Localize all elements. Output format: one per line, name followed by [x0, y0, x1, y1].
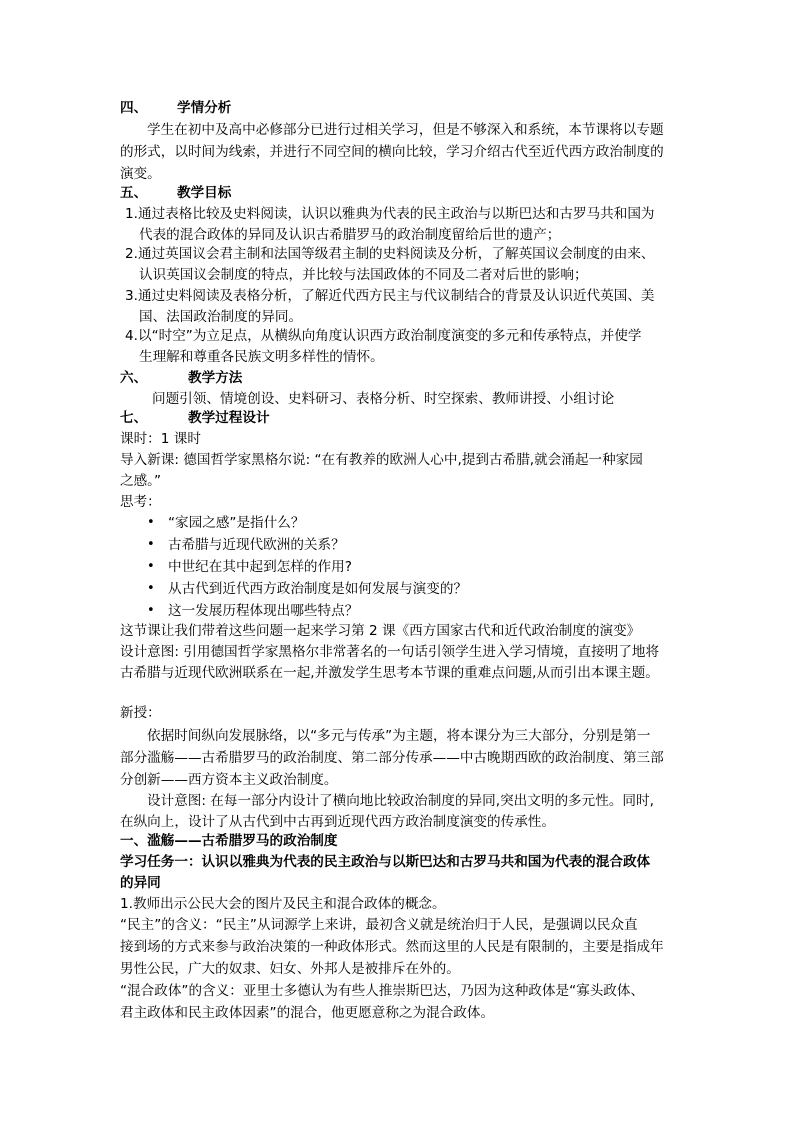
definition-line: 男性公民，广大的奴隶、妇女、外邦人是被排斥在外的。 [120, 961, 460, 977]
question-item: 从古代到近代西方政治制度是如何发展与演变的？ [168, 581, 468, 597]
bullet-icon: • [147, 559, 155, 574]
section-6-heading [120, 367, 242, 389]
design-intent-line: 设计意图: 在每一部分内设计了横向地比较政治制度的异同,突出文明的多元性。同时, [147, 793, 654, 809]
question-item: 中世纪在其中起到怎样的作用? [168, 559, 352, 575]
part-heading: 一、滥觞——古希腊罗马的政治制度 [120, 833, 338, 849]
goal-item: 4.以“时空”为立足点，从横纵向角度认识西方政治制度演变的多元和传承特点，并使学 [125, 328, 642, 344]
section-title: 教学目标 [177, 185, 232, 201]
section-title: 学情分析 [177, 100, 232, 116]
goal-item: 1.通过表格比较及史料阅读，认识以雅典为代表的民主政治与以斯巴达和古罗马共和国为 [125, 206, 655, 222]
section-title: 教学过程设计 [188, 410, 270, 426]
bullet-icon: • [147, 603, 155, 618]
step-line: 1.教师出示公民大会的图片及民主和混合政体的概念。 [120, 896, 446, 912]
section-7-heading [120, 407, 270, 429]
section-4-heading [120, 97, 231, 119]
goal-item: 2.通过英国议会君主制和法国等级君主制的史料阅读及分析，了解英国议会制度的由来、 [125, 246, 655, 262]
bullet-icon: • [147, 581, 155, 596]
method-list: 问题引领、情境创设、史料研习、表格分析、时空探索、教师讲授、小组讨论 [152, 391, 615, 407]
lead-line: 这节课让我们带着这些问题一起来学习第 2 课《西方国家古代和近代政治制度的演变》 [120, 623, 641, 639]
goal-item: 3.通过史料阅读及表格分析，了解近代西方民主与代议制结合的背景及认识近代英国、美 [125, 288, 655, 304]
bullet-icon: • [147, 515, 155, 530]
section-5-heading [120, 182, 231, 204]
bullet-icon: • [147, 537, 155, 552]
design-intent-line: 设计意图: 引用德国哲学家黑格尔非常著名的一句话引领学生进入学习情境，直接明了地将 [120, 644, 660, 660]
design-intent-line: 古希腊与近现代欧洲联系在一起,并激发学生思考本节课的重难点问题,从而引出本课主题。 [120, 665, 659, 681]
goal-item-cont: 认识英国议会制度的特点，并比较与法国政体的不同及二者对后世的影响； [139, 267, 588, 283]
section-number: 六、 [120, 370, 148, 386]
section-number: 五、 [120, 185, 148, 201]
definition-line: “混合政体”的含义：亚里士多德认为有些人推崇斯巴达，乃因为这种政体是“寡头政体、 [120, 983, 645, 999]
intro-line: 之感。” [120, 473, 162, 489]
section-number: 四、 [120, 100, 148, 116]
intro-line: 导入新课: 德国哲学家黑格尔说: “在有教养的欧洲人心中,提到古希腊,就会涌起一种家园 [120, 452, 643, 468]
paragraph-line: 分创新——西方资本主义政治制度。 [120, 772, 338, 788]
think-label: 思考： [120, 494, 161, 510]
class-hours: 课时：1 课时 [120, 431, 201, 447]
section-title: 教学方法 [188, 370, 243, 386]
paragraph-line: 部分滥觞——古希腊罗马的政治制度、第二部分传承——中古晚期西欧的政治制度、第三部 [120, 750, 664, 766]
task-heading-cont: 的异同 [120, 875, 161, 891]
goal-item-cont: 代表的混合政体的异同及认识古希腊罗马的政治制度留给后世的遗产； [139, 227, 561, 243]
definition-line: “民主”的含义：“民主”从词源学上来讲，最初含义就是统治归于人民，是强调以民众直 [120, 917, 638, 933]
design-intent-line: 在纵向上，设计了从古代到中古再到近现代西方政治制度演变的传承性。 [120, 814, 555, 830]
paragraph-line: 学生在初中及高中必修部分已进行过相关学习，但是不够深入和系统，本节课将以专题 [147, 122, 664, 138]
question-item: 古希腊与近现代欧洲的关系？ [168, 537, 345, 553]
new-lesson-label: 新授： [120, 705, 161, 721]
paragraph-line: 的形式，以时间为线索，并进行不同空间的横向比较，学习介绍古代至近代西方政治制度的 [120, 144, 664, 160]
definition-line: 接到场的方式来参与政治决策的一种政体形式。然而这里的人民是有限制的，主要是指成年 [120, 939, 664, 955]
definition-line: 君主政体和民主政体因素”的混合，他更愿意称之为混合政体。 [120, 1005, 495, 1021]
goal-item-cont: 生理解和尊重各民族文明多样性的情怀。 [139, 349, 384, 365]
question-item: 这一发展历程体现出哪些特点？ [168, 603, 359, 619]
question-item: “家园之感”是指什么？ [168, 515, 305, 531]
task-heading: 学习任务一：认识以雅典为代表的民主政治与以斯巴达和古罗马共和国为代表的混合政体 [120, 854, 651, 870]
goal-item-cont: 国、法国政治制度的异同。 [139, 309, 303, 325]
paragraph-line: 演变。 [120, 166, 161, 182]
paragraph-line: 依据时间纵向发展脉络，以“多元与传承”为主题，将本课分为三大部分，分别是第一 [147, 728, 651, 744]
section-number: 七、 [120, 410, 148, 426]
